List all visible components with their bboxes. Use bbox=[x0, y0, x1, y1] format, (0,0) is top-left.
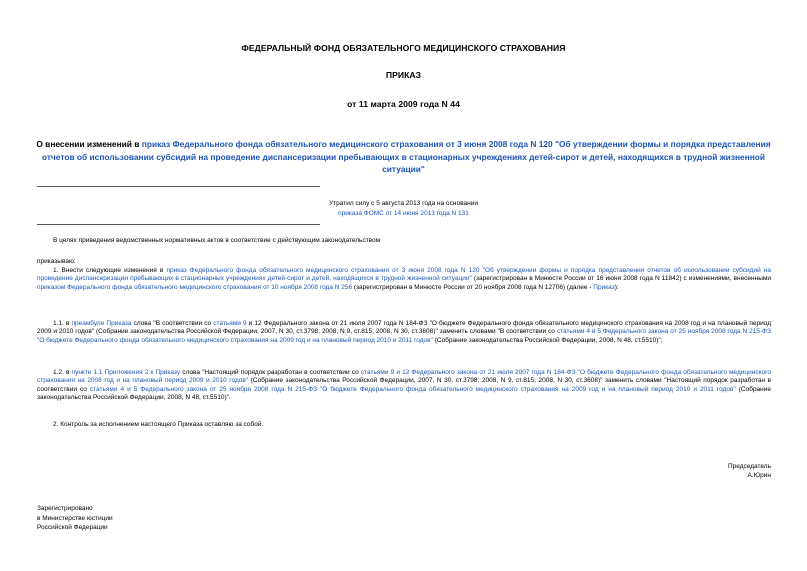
preamble-text: В целях приведения ведомственных нормативных актов в соответствие с действующим законодательством bbox=[53, 237, 381, 244]
p12-text-b: слова "Настоящий порядок разработан в соответствии со bbox=[180, 369, 361, 376]
signature-block bbox=[728, 462, 771, 480]
divider-top bbox=[37, 186, 320, 187]
signature-position: Председатель bbox=[727, 463, 771, 470]
paragraph-2 bbox=[37, 421, 771, 429]
p12-link-article-9[interactable]: статьями 9 bbox=[360, 369, 395, 376]
divider-bottom bbox=[37, 224, 320, 225]
date-number-heading: от 11 марта 2009 года N 44 bbox=[347, 99, 460, 109]
p12-link-appendix[interactable]: пункте 1.1 Приложения 2 к Приказу bbox=[71, 369, 181, 376]
registration-line-1: Зарегистрировано bbox=[37, 505, 93, 512]
p12-link-article-4[interactable]: статьями 4 bbox=[89, 385, 125, 393]
status-note-link[interactable]: приказа ФОМС от 14 июня 2013 года N 131 bbox=[338, 209, 469, 217]
p12-text-f: (Собрание законодательства Российской Федерации, 2008, N 48, ст.5510)". bbox=[37, 385, 772, 402]
order-word: приказываю: bbox=[37, 258, 76, 265]
status-note bbox=[320, 199, 487, 218]
p11-text-c: и 12 Федерального закона от 21 июля 2007 года N 184-ФЗ "О бюджете Федерального фонда обязательного медицинского страхования на 2008 год и на плановый период 2009 и 2010 годов" bbox=[37, 320, 772, 336]
p11-text-f: (Собрание законодательства Российской Федерации, 2008, N 48, ст.5510)"; bbox=[432, 336, 663, 344]
p1-text-a: 1. Внести следующие изменения в bbox=[53, 267, 167, 274]
paragraph-1-2 bbox=[37, 369, 771, 403]
p1-link-order-256[interactable]: приказом Федерального фонда обязательного медицинского страхования от 10 ноября 2008 года N 256 bbox=[37, 283, 353, 291]
p12-text-a: 1.2. в bbox=[53, 369, 72, 376]
signature-name: А.Юрин bbox=[747, 472, 771, 479]
status-note-text: Утратил силу с 5 августа 2013 года на основании bbox=[329, 200, 478, 207]
document-title bbox=[30, 138, 777, 176]
p1-text-d: ): bbox=[614, 283, 619, 291]
doc-type-heading: ПРИКАЗ bbox=[385, 70, 422, 80]
p11-text-a: 1.1. в bbox=[53, 320, 72, 327]
title-prefix: О внесении изменений в bbox=[36, 139, 142, 149]
p12-text-d: (Собрание законодательства Российской Федерации, 2007, N 30, ст.3798; 2008, N 9, ст.815; 2008, N 30, ст.3608)" заменить словами "Настоящий порядок разработан в соответствии со bbox=[37, 377, 771, 393]
p11-text-d: (Собрание законодательства Российской Федерации, 2007, N 30, ст.3798; 2008, N 9, ст.815; 2008, N 30, ст.3608)" заменить словами "В соответствии со bbox=[94, 328, 557, 336]
p1-text-b: (зарегистрирован в Минюсте России от 16 июня 2008 года N 11842) с изменениями, внесенными bbox=[471, 275, 771, 283]
p11-link-preamble[interactable]: преамбуле Приказа bbox=[71, 320, 132, 327]
registration-line-3: Российской Федерации bbox=[37, 524, 108, 531]
p11-text-b: слова "В соответствии со bbox=[131, 320, 214, 327]
p11-link-article-9[interactable]: статьями 9 bbox=[213, 320, 247, 327]
p1-link-prikaz[interactable]: Приказ bbox=[593, 283, 615, 291]
p12-text-e: и 5 Федерального закона от 25 ноября 2008 года N 215-ФЗ "О бюджете Федерального фонда обязательного медицинского страхования на 2009 год и на плановый период 2010 и 2011 годов" bbox=[124, 385, 736, 393]
organization-heading: ФЕДЕРАЛЬНЫЙ ФОНД ОБЯЗАТЕЛЬНОГО МЕДИЦИНСКОГО СТРАХОВАНИЯ bbox=[241, 43, 566, 53]
registration-block bbox=[37, 504, 113, 533]
paragraph-1 bbox=[37, 267, 771, 292]
paragraph-1-1 bbox=[37, 320, 771, 345]
p1-text-c: (зарегистрирован в Минюсте России от 20 ноября 2008 года N 12706) (далее - bbox=[352, 283, 594, 291]
p12-text-c: и 12 Федерального закона от 21 июля 2007 года N 184-ФЗ "О бюджете Федерального фонда обязательного медицинского страхования на 2008 год и на плановый период 2009 и 2010 годов" bbox=[37, 369, 771, 385]
title-link[interactable]: приказ Федерального фонда обязательного медицинского страхования от 3 июня 2008 года N 120 "Об утверждении формы и порядка представления отчетов об использовании субсидий на проведение диспансеризации пребывающих в стационарных учреждениях детей-сирот и детей, находящихся в трудной жизненной ситуации" bbox=[41, 139, 771, 174]
p1-link-order-120[interactable]: приказ Федерального фонда обязательного медицинского страхования от 3 июня 2008 года N 120 "Об утверждении формы и порядка представления отчетов об использовании субсидий на проведение диспансеризации пребывающих в стационарных учреждениях детей-сирот и детей, находящихся в трудной жизненной ситуации" bbox=[37, 267, 772, 283]
preamble bbox=[37, 237, 771, 245]
p11-text-e: и 5 Федерального закона от 25 ноября 2008 года N 215-ФЗ "О бюджете Федерального фонда обязательного медицинского страхования на 2009 год и на плановый период 2010 и 2011 годов" bbox=[37, 328, 771, 344]
p2-text: 2. Контроль за исполнением настоящего Приказа оставляю за собой. bbox=[53, 421, 264, 428]
p11-link-article-4[interactable]: статьями 4 bbox=[556, 328, 590, 336]
registration-line-2: в Министерстве юстиции bbox=[37, 514, 113, 522]
